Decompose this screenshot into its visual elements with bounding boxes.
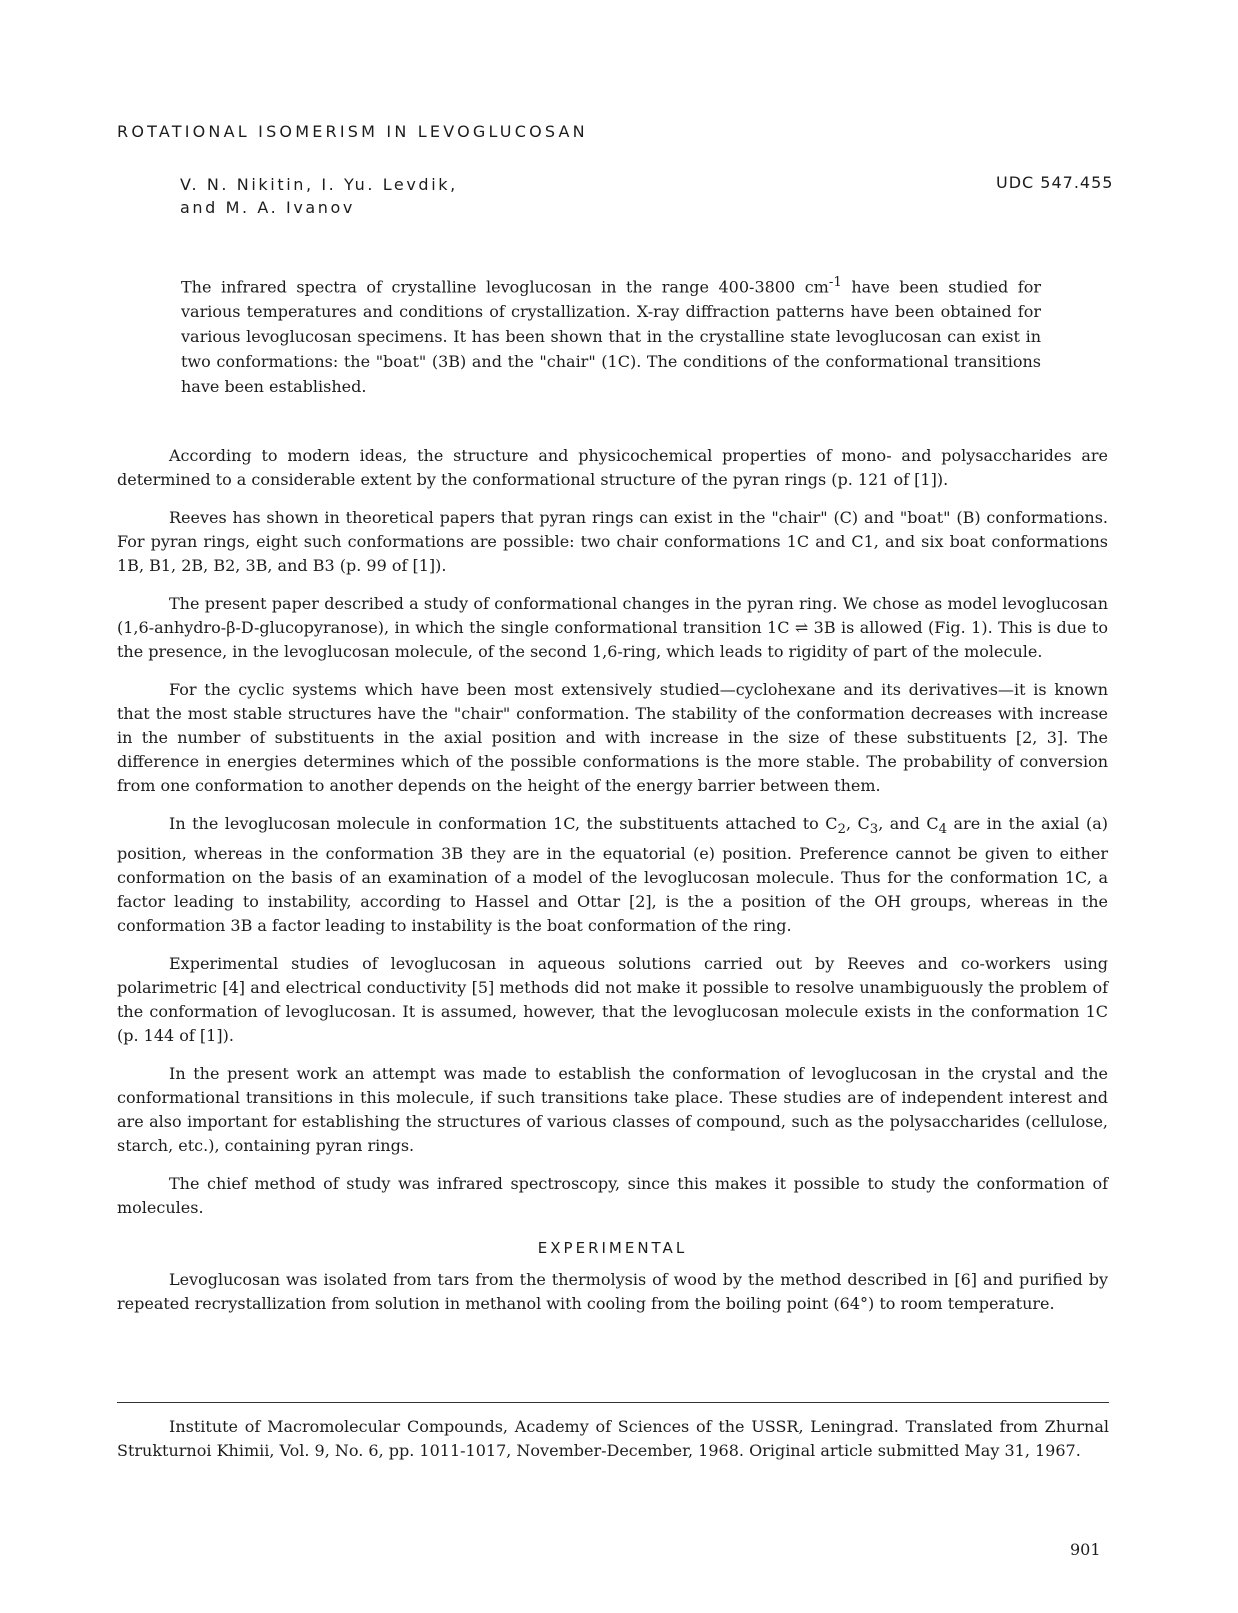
paragraph-2: Reeves has shown in theoretical papers that pyran rings can exist in the "chair" (C) and "boat" (B) conformations. For pyran rings, eight such conformations are possible: two chair conformations 1C and C1, and six boat conformations 1B, B1, 2B, B2, 3B, and B3 (p. 99 of [1]). <box>117 508 1108 575</box>
abstract-text-1: The infrared spectra of crystalline levoglucosan in the range 400-3800 cm <box>181 277 829 297</box>
paper-title: ROTATIONAL ISOMERISM IN LEVOGLUCOSAN <box>117 122 588 141</box>
paragraph-6: Experimental studies of levoglucosan in aqueous solutions carried out by Reeves and co-workers using polarimetric [4] and electrical conductivity [5] methods did not make it possible to resolve unambiguously the problem of the conformation of levoglucosan. It is assumed, however, that the levoglucosan molecule exists in the conformation 1C (p. 144 of [1]). <box>117 954 1108 1046</box>
paragraph-5 <box>117 812 1108 938</box>
section-heading-experimental: EXPERIMENTAL <box>537 1239 688 1258</box>
equilibrium-arrow-icon: ⇌ <box>794 618 809 637</box>
paragraph-3-text-2: 3B is allowed (Fig. 1). This is due to the presence, in the levoglucosan molecule, of the second 1,6-ring, which leads to rigidity of part of the molecule. <box>117 618 1108 661</box>
subscript-3: 3 <box>869 822 879 838</box>
page-number: 901 <box>1070 1540 1101 1559</box>
paragraph-3-text-1: The present paper described a study of conformational changes in the pyran ring. We chose as model levoglucosan (1,6-anhydro-β-D-glucopyranose), in which the single conformational transition 1C <box>117 594 1108 637</box>
paragraph-5-text-1: In the levoglucosan molecule in conformation 1C, the substituents attached to C <box>169 814 838 833</box>
paragraph-1: According to modern ideas, the structure and physicochemical properties of mono- and polysaccharides are determined to a considerable extent by the conformational structure of the pyran rings (p. 121 of [1]). <box>117 446 1108 489</box>
abstract <box>181 270 1041 399</box>
authors-line-1: V. N. Nikitin, I. Yu. Levdik, <box>180 175 458 194</box>
udc-code: UDC 547.455 <box>996 173 1114 192</box>
authors-line-2: and M. A. Ivanov <box>180 198 355 217</box>
paragraph-5-text-2: , C <box>845 814 870 833</box>
abstract-superscript: -1 <box>828 275 842 290</box>
abstract-text-2: have been studied for various temperatures and conditions of crystallization. X-ray diffraction patterns have been obtained for various levoglucosan specimens. It has been shown that in the crystalline state levoglucosan can exist in two conformations: the "boat" (3B) and the "chair" (1C). The conditions of the conformational transitions have been established. <box>181 277 1041 397</box>
paragraph-5-text-4: are in the axial (a) position, whereas in the conformation 3B they are in the equatorial (e) position. Preference cannot be given to either conformation on the basis of an examination of a model of the levoglucosan molecule. Thus for the conformation 1C, a factor leading to instability, according to Hassel and Ottar [2], is the a position of the OH groups, whereas in the conformation 3B a factor leading to instability is the boat conformation of the ring. <box>117 814 1108 936</box>
paragraph-8: The chief method of study was infrared spectroscopy, since this makes it possible to study the conformation of molecules. <box>117 1174 1108 1218</box>
subscript-4: 4 <box>938 822 948 838</box>
paragraph-5-text-3: , and C <box>878 814 939 833</box>
paragraph-4: For the cyclic systems which have been most extensively studied—cyclohexane and its derivatives—it is known that the most stable structures have the "chair" conformation. The stability of the conformation decreases with increase in the number of substituents in the axial position and with increase in the size of these substituents [2, 3]. The difference in energies determines which of the possible conformations is the more stable. The probability of conversion from one conformation to another depends on the height of the energy barrier between them. <box>117 680 1108 795</box>
footnote: Institute of Macromolecular Compounds, Academy of Sciences of the USSR, Leningrad. Translated from Zhurnal Strukturnoi Khimii, Vol. 9, No. 6, pp. 1011-1017, November-December, 1968. Original article submitted May 31, 1967. <box>117 1417 1109 1460</box>
authors <box>180 173 458 219</box>
paragraph-9: Levoglucosan was isolated from tars from the thermolysis of wood by the method described in [6] and purified by repeated recrystallization from solution in methanol with cooling from the boiling point (64°) to room temperature. <box>117 1270 1108 1314</box>
paragraph-3 <box>117 592 1108 664</box>
subscript-2: 2 <box>837 822 846 838</box>
footnote-divider <box>117 1402 1109 1403</box>
paragraph-7: In the present work an attempt was made to establish the conformation of levoglucosan in the crystal and the conformational transitions in this molecule, if such transitions take place. These studies are of independent interest and are also important for establishing the structures of various classes of compound, such as the polysaccharides (cellulose, starch, etc.), containing pyran rings. <box>117 1064 1108 1156</box>
body-text <box>117 444 1108 1330</box>
